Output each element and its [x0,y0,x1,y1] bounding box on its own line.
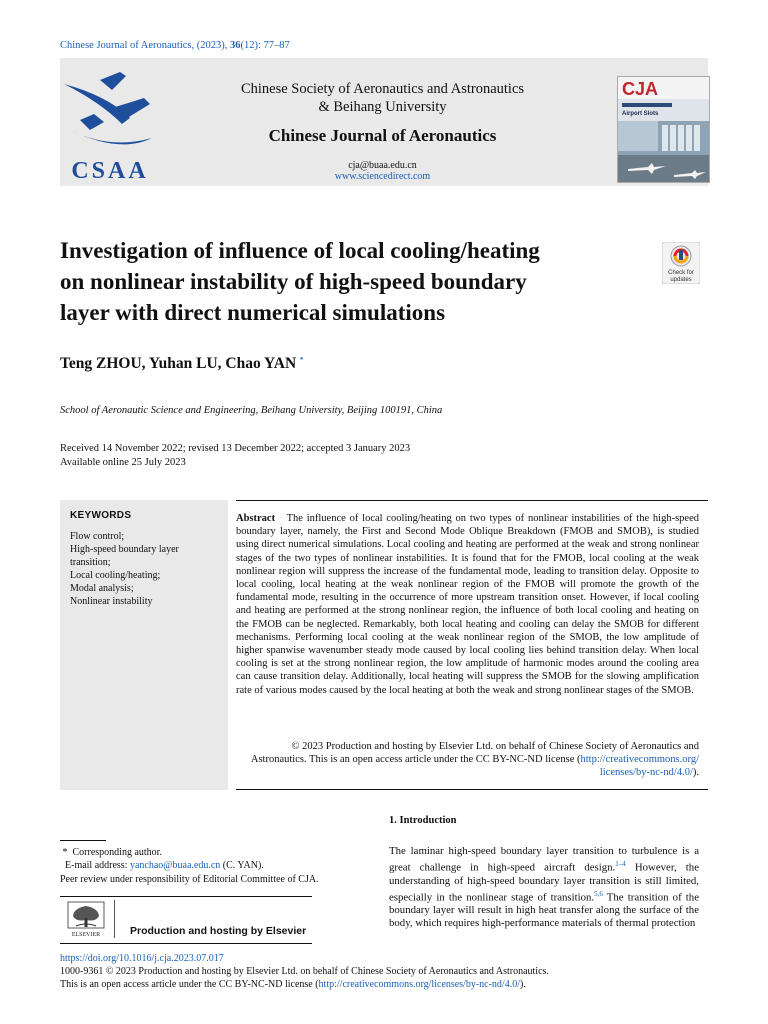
keywords-list [70,530,220,608]
abstract-body: The influence of local cooling/heating on two types of nonlinear instabilities of the high-speed boundary layer, namely, the First and Second Mode Oblique Breakdown (FMOB and SMOB), is studied using direct numerical simulations. Local cooling and heating are performed at the weak and strong nonlinear stages of the two types of nonlinear instabilities. It is found that for the FMOB, local cooling at the weak nonlinear region will suppress the increase of the fundamental mode, leading to transition delay. Opposite to local cooling, local heating at the weak nonlinear region of the FMOB will promote the growth of the fundamental mode, resulting in the occurrence of more upstream transition onset. However, if local cooling and heating are performed at the strong nonlinear region, the influence of both local cooling and heating on the FMOB can be neglected. Remarkably, both local heating and cooling can delay the SMOB for different mechanisms. Performing local cooling at the weak nonlinear region of the SMOB, the low amplitude of higher spanwise wavenumber steady mode caused by local cooling lies behind transition delay. When local cooling is set at the strong nonlinear region, the low amplitude of harmonic modes around the cooling area can cause transition delay. Additionally, local heating will suppress the SMOB for the slowing amplification rate of various modes caused by the local heating at both the weak and strong nonlinear stages of the SMOB. [236,513,700,696]
publisher-line2: & Beihang University [318,99,447,115]
csaa-logo-icon [60,62,160,184]
keyword-item: Flow control; [70,531,125,542]
keywords-title: KEYWORDS [70,510,132,521]
keyword-item: Local cooling/heating; [70,570,161,581]
title-line1: Investigation of influence of local cooling/heating [60,238,540,263]
journal-cover-image [617,76,710,183]
reference-link[interactable]: 1–4 [615,860,626,868]
abstract-label: Abstract [236,513,276,524]
oa-license-link[interactable]: http://creativecommons.org/licenses/by-nc-nd/4.0/ [318,979,520,990]
peer-review-note: Peer review under responsibility of Editorial Committee of CJA. [60,873,319,885]
footnote-mark: * [62,847,68,858]
title-line2: on nonlinear instability of high-speed boundary [60,269,527,294]
oa-suffix: ). [519,979,526,990]
intro-text-1: The laminar high-speed boundary layer transition to turbulence is a great challenge in high-speed aircraft design. [389,845,699,874]
journal-citation[interactable] [60,40,290,51]
abstract-text [236,512,699,697]
email-label: E-mail address: [65,860,130,872]
abstract-top-rule [236,500,708,501]
publisher-block [175,80,590,182]
cover-caption-text: Airport Slots [622,111,659,117]
author-names: Teng ZHOU, Yuhan LU, Chao YAN [60,355,297,372]
section-heading-introduction: 1. Introduction [389,815,457,826]
citation-prefix: Chinese Journal of Aeronautics, (2023), [60,40,231,51]
keyword-item: Nonlinear instability [70,596,153,607]
check-badge-line1: Check for [668,270,694,276]
reference-link[interactable]: 5,6 [594,889,603,898]
cover-logo-text: CJA [622,79,659,99]
journal-email[interactable]: cja@buaa.edu.cn [348,160,417,171]
csaa-logo-text: CSAA [71,158,149,184]
footnote-email [60,859,380,872]
check-badge-line2: updates [670,277,692,283]
keyword-item: High-speed boundary layer transition; [70,544,179,568]
citation-volume: 36 [230,40,241,51]
oa-prefix: This is an open access article under the CC BY-NC-ND license ( [60,979,319,990]
affiliation: School of Aeronautic Science and Engineering, Beihang University, Beijing 100191, China [60,405,443,416]
journal-website-link[interactable]: www.sciencedirect.com [334,171,431,182]
license-link-cont[interactable]: licenses/by-nc-nd/4.0/ [599,767,693,779]
open-access-line [60,979,526,990]
author-list [60,355,304,373]
corresponding-author-label: Corresponding author. [72,847,162,858]
intro-text-3: The transition of the boundary layer will result in high heat transfer along the surface of the body, which requires high-performance materials of thermal protection [389,891,699,930]
footnote [60,846,380,886]
license-text: © 2023 Production and hosting by Elsevier Ltd. on behalf of Chinese Society of Aeronautics and Astronautics. This is an open access article under the CC BY-NC-ND license ( [250,741,699,766]
title-line3: layer with direct numerical simulations [60,300,446,325]
article-dates [60,442,410,470]
citation-issue: (12): 77–87 [240,40,290,51]
author-email-link[interactable]: yanchao@buaa.edu.cn [129,860,221,872]
check-for-updates-icon[interactable] [662,242,700,284]
footnote-rule [60,840,106,841]
publisher-line1: Chinese Society of Aeronautics and Astronautics [240,81,525,97]
introduction-paragraph [389,845,699,930]
cover-art [618,77,709,182]
abstract-license [236,740,699,780]
abstract-bottom-rule [236,789,708,790]
elsevier-separator [114,900,115,938]
doi-link[interactable]: https://doi.org/10.1016/j.cja.2023.07.017 [60,953,224,964]
corresponding-author-mark[interactable]: * [300,355,304,364]
available-online-date: Available online 25 July 2023 [60,457,186,468]
intro-text-2: However, the understanding of high-speed boundary layer transition is still limited, especially in the nonlinear stage of transition. [389,861,699,904]
elsevier-tree-logo-icon [64,900,108,938]
email-suffix: (C. YAN). [220,860,264,872]
issn-copyright: 1000-9361 © 2023 Production and hosting by Elsevier Ltd. on behalf of Chinese Society of Aeronautics and Astronautics. [60,966,549,977]
elsevier-label: Production and hosting by Elsevier [130,925,307,937]
license-end: ). [692,767,699,779]
journal-name: Chinese Journal of Aeronautics [268,126,497,145]
keyword-item: Modal analysis; [70,583,134,594]
paper-title [60,235,640,328]
elsevier-logo-text: ELSEVIER [71,932,101,938]
footnote-corresponding [60,846,380,859]
license-link[interactable]: http://creativecommons.org/ [580,754,699,766]
received-dates: Received 14 November 2022; revised 13 December 2022; accepted 3 January 2023 [60,443,411,454]
